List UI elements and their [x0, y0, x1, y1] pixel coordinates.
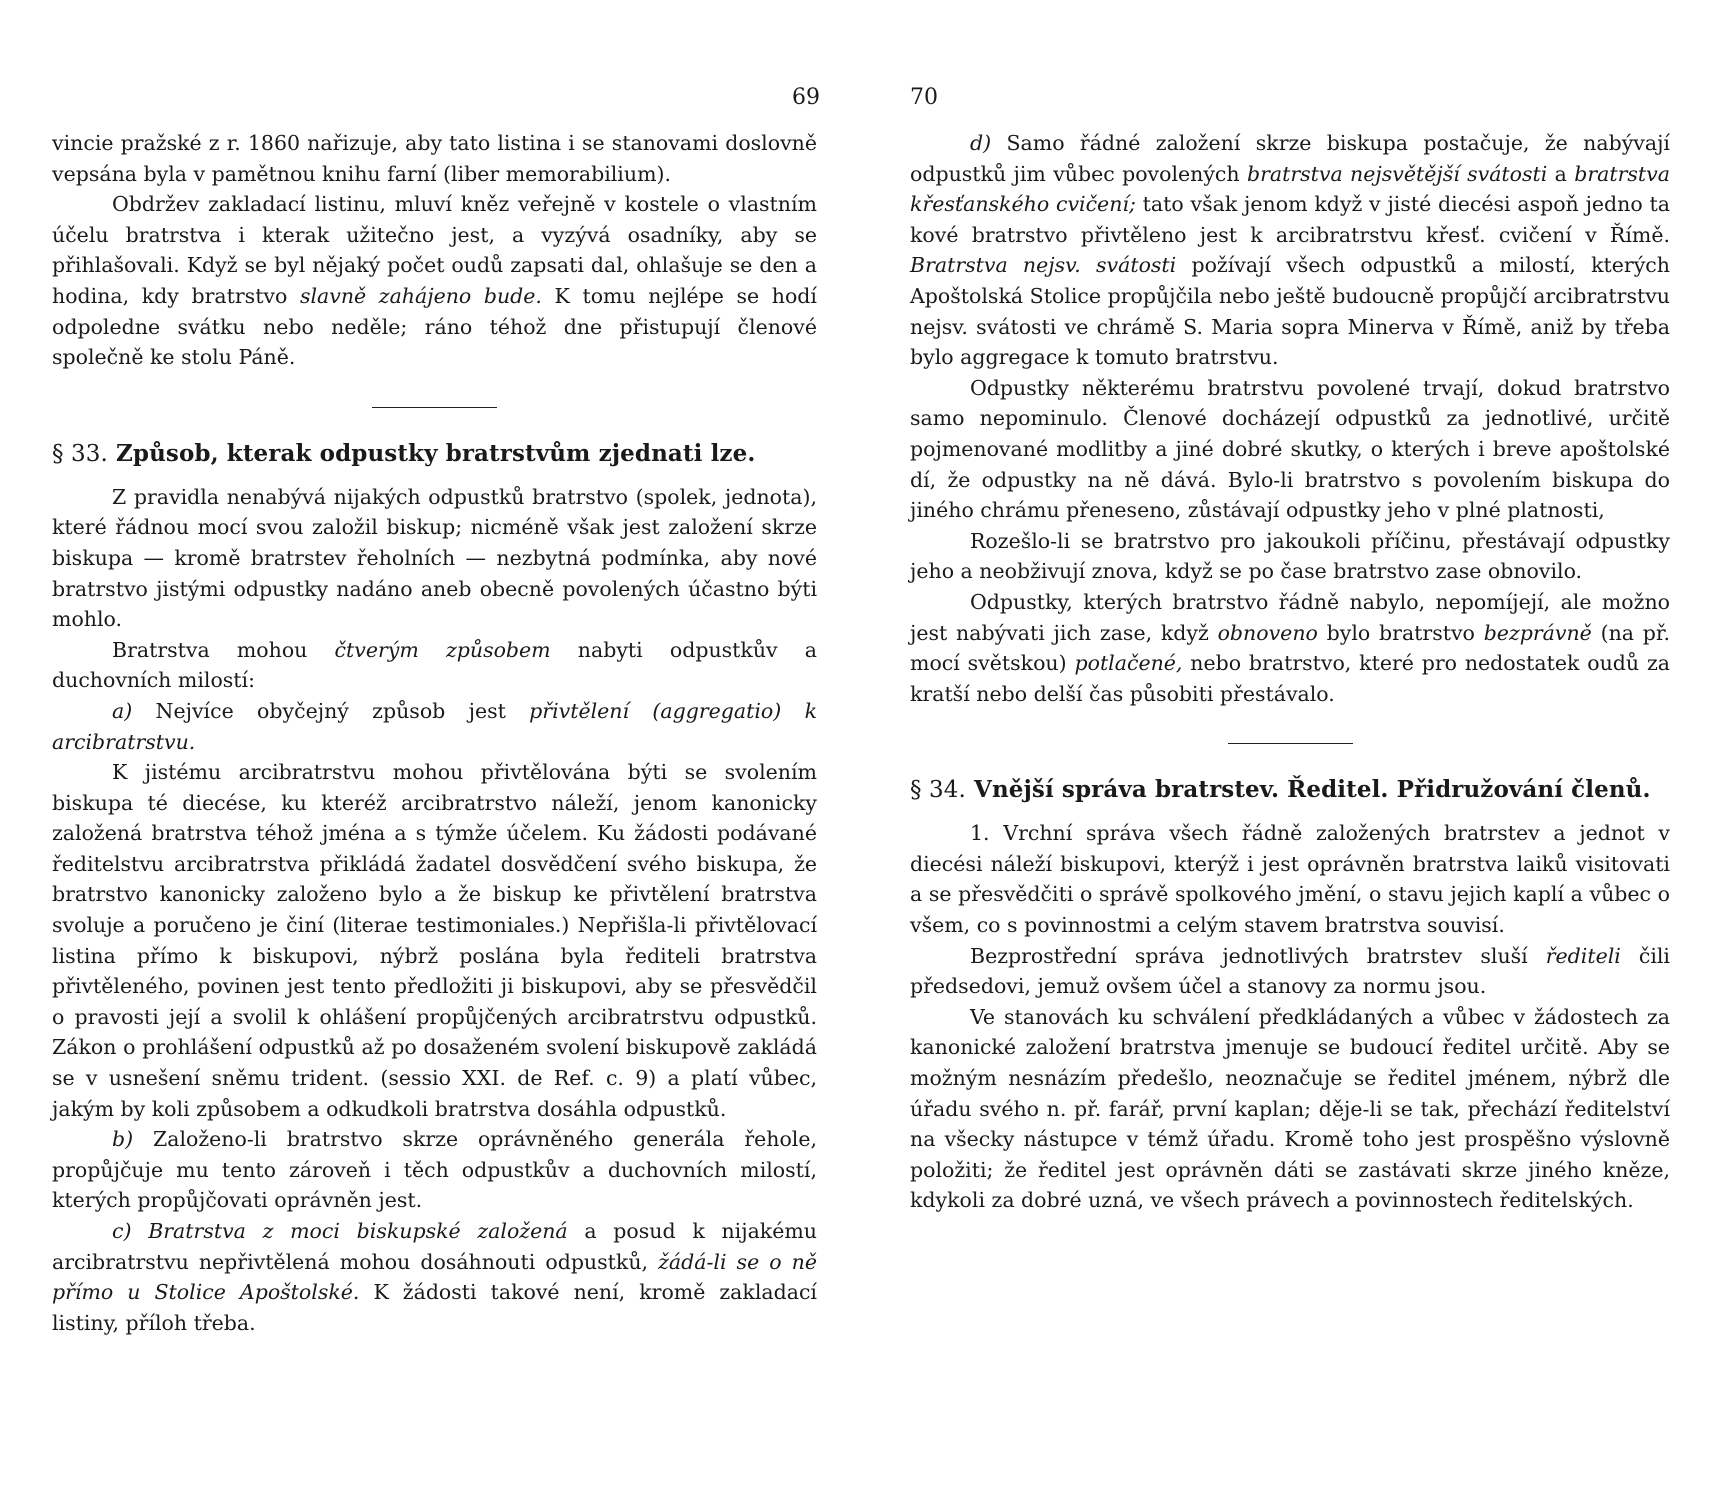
- paragraph-text: (na př. mocí světskou): [910, 620, 1670, 676]
- section-number: § 34.: [910, 777, 966, 804]
- paragraph-text: Odpustky některému bratrstvu povolené trvají, dokud bratrstvo samo nepominulo. Členové docházejí odpustků za jednotlivé, určitě pojmenované modlitby a jiné dobré skutky, o kterých i breve apoštolské dí, že odpustky na ně dává. Bylo-li bratrstvo s povolením biskupa do jiného chrámu přeneseno, zůstávají odpustky jeho v plné platnosti,: [910, 375, 1670, 523]
- paragraph-text: požívají všech odpustků a milostí, kterých Apoštolská Stolice propůjčila nebo ještě budoucně propůjčí arcibratrstvu nejsv. svátosti ve chrámě S. Maria sopra Minerva v Římě, aniž by třeba bylo aggregace k tomuto bratrstvu.: [910, 253, 1670, 370]
- paragraph-text: K jistému arcibratrstvu mohou přivtělována býti se svolením biskupa té diecése, ku kteréž arcibratrstvo náleží, jenom kanonicky založená bratrstva téhož jména a s týmže účelem. Ku žádosti podávané ředitelstvu arcibratrstva přikládá žadatel dosvědčení svého biskupa, že bratrstvo kanonicky založeno bylo a že biskup ke přivtělení bratrstva svoluje a poručeno je činí (literae testimoniales.) Nepřišla-li přivtělovací listina přímo k biskupovi, nýbrž poslána byla řediteli bratrstva přivtěleného, povinen jest tento předložiti ji biskupovi, aby se přesvědčil o pravosti její a svolil k ohlášení propůjčených arcibratrstvu odpustků. Zákon o prohlášení odpustků až po dosaženém svolení biskupově zakládá se v usnešení sněmu trident. (sessio XXI. de Ref. c. 9) a platí vůbec, jakým by koli způsobem a odkudkoli bratrstva dosáhla odpustků.: [52, 760, 817, 1121]
- paragraph-text: nebo bratrstvo, které pro nedostatek oudů za kratší nebo delší čas působiti přestávalo.: [910, 651, 1671, 706]
- page-number: 70: [910, 85, 938, 110]
- emphasis-text: bratrstva nejsvětější svátosti: [1246, 161, 1548, 186]
- paragraph-text: nabyti odpustkův a duchovních milostí:: [52, 637, 817, 693]
- item-label: b): [112, 1127, 134, 1152]
- paragraph-text: K žádosti takové není, kromě zakladací listiny, příloh třeba.: [52, 1280, 817, 1335]
- emphasis-text: bezprávně: [1483, 620, 1592, 645]
- paragraph: [910, 941, 1670, 1002]
- emphasis-text: přivtělení (aggregatio) k arcibratrstvu.: [52, 698, 817, 754]
- paragraph-text: Ve stanovách ku schválení předkládaných a vůbec v žádostech za kanonické založení bratrstva jmenuje se budoucí ředitel určitě. Aby se možným nesnázím předešlo, neoznačuje se ředitel jménem, nýbrž dle úřadu svého n. př. farář, první kaplan; děje-li se tak, přechází ředitelství na všecky nástupce v témž úřadu. Kromě toho jest prospěšno výslovně položiti; že ředitel jest oprávněn dáti se zastávati skrze jiného kněze, kdykoli za dobré uzná, ve všech právech a povinnostech ředitelských.: [910, 1004, 1670, 1213]
- emphasis-text: obnoveno: [1217, 620, 1318, 645]
- paragraph: [910, 373, 1670, 526]
- left-page-text: [52, 128, 817, 1338]
- paragraph-text: Z pravidla nenabývá nijakých odpustků bratrstvo (spolek, jednota), které řádnou mocí svou založil biskup; nicméně však jest založení skrze biskupa — kromě bratrstev řeholních — nezbytná podmínka, aby nové bratrstvo jistými odpustky nadáno aneb obecně povolených účastno býti mohlo.: [52, 484, 817, 632]
- section-title: Způsob, kterak odpustky bratrstvům zjednati lze.: [116, 439, 756, 467]
- paragraph-text: a: [1547, 161, 1575, 186]
- section-divider: [1228, 743, 1353, 744]
- paragraph-text: Bezprostřední správa jednotlivých bratrstev sluší: [970, 943, 1546, 968]
- emphasis-text: potlačené,: [1074, 651, 1183, 676]
- paragraph-text: Nejvíce obyčejný způsob jest: [132, 698, 530, 723]
- paragraph-text: a posud k nijakému arcibratrstvu nepřivtělená mohou dosáhnouti odpustků,: [52, 1219, 817, 1274]
- section-divider: [372, 407, 497, 408]
- paragraph: [910, 128, 1670, 373]
- section-title: Vnější správa bratrstev. Ředitel. Přidružování členů.: [974, 776, 1651, 804]
- paragraph: [910, 526, 1670, 587]
- paragraph: [52, 1124, 817, 1216]
- paragraph: [52, 635, 817, 696]
- emphasis-text: Bratrstva nejsv. svátosti: [910, 253, 1177, 278]
- paragraph-text: Samo řádné založení skrze biskupa postačuje, že nabývají odpustků jim vůbec povolených: [910, 131, 1670, 186]
- paragraph-text: tato však jenom když v jisté diecési aspoň jedno ta kové bratrstvo přivtěleno jest k arcibratrstvu křesť. cvičení v Římě.: [910, 192, 1670, 247]
- paragraph: [52, 128, 817, 189]
- item-label: c): [112, 1219, 132, 1243]
- section-heading-33: [52, 438, 817, 470]
- paragraph: [910, 587, 1670, 709]
- paragraph-text: Založeno-li bratrstvo skrze oprávněného generála řehole, propůjčuje mu tento zároveň i těch odpustkův a duchovních milostí, kterých propůjčovati oprávněn jest.: [52, 1127, 817, 1213]
- emphasis-text: bratrstva křesťanského cvičení;: [910, 161, 1670, 217]
- section-heading-34: [910, 774, 1670, 806]
- paragraph-text: 1. Vrchní správa všech řádně založených bratrstev a jednot v diecési náleží biskupovi, kterýž i jest oprávněn bratrstva laiků visitovati a se přesvědčiti o správě spolkového jmění, o stavu jejich kaplí a vůbec o všem, co s povinnostmi a celým stavem bratrstva souvisí.: [910, 821, 1670, 938]
- paragraph: [52, 189, 817, 373]
- paragraph-text: Rozešlo-li se bratrstvo pro jakoukoli příčinu, přestávají odpustky jeho a neobživují znova, když se po čase bratrstvo zase obnovilo.: [910, 528, 1670, 584]
- section-number: § 33.: [52, 440, 108, 467]
- item-label: a): [112, 698, 133, 723]
- paragraph-text: Obdržev zakladací listinu, mluví kněz veřejně v kostele o vlastním účelu bratrstva i kterak užitečno jest, a vyzývá osadníky, aby se přihlašovali. Když se byl nějaký počet oudů zapsati dal, ohlašuje se den a hodina, kdy bratrstvo: [52, 192, 817, 308]
- paragraph: [52, 482, 817, 635]
- emphasis-text: žádá-li se o ně přímo u Stolice Apoštolské.: [52, 1249, 817, 1305]
- emphasis-text: Bratrstva z moci biskupské založená: [131, 1219, 568, 1243]
- paragraph: [52, 696, 817, 757]
- paragraph: [52, 757, 817, 1124]
- paragraph-text: Odpustky, kterých bratrstvo řádně nabylo, nepomíjejí, ale možno jest nabývati jich zase, když: [910, 589, 1670, 645]
- emphasis-text: slavně zahájeno bude.: [299, 283, 542, 308]
- page-number: 69: [792, 85, 820, 110]
- right-page-text: [910, 128, 1670, 1216]
- paragraph: [910, 1002, 1670, 1216]
- emphasis-text: řediteli: [1545, 943, 1621, 968]
- emphasis-text: čtverým způsobem: [334, 637, 551, 662]
- paragraph-text: Bratrstva mohou: [112, 637, 335, 662]
- paragraph: [52, 1216, 817, 1338]
- paragraph-text: K tomu nejlépe se hodí odpoledne svátku nebo neděle; ráno téhož dne přistupují členové společně ke stolu Páně.: [52, 283, 817, 370]
- paragraph-text: bylo bratrstvo: [1317, 620, 1484, 645]
- paragraph: [910, 818, 1670, 940]
- left-page: [0, 0, 820, 1500]
- item-label: d): [970, 131, 992, 155]
- paragraph-text: vincie pražské z r. 1860 nařizuje, aby tato listina i se stanovami doslovně vepsána byla v pamětnou knihu farní (liber memorabilium).: [52, 131, 817, 186]
- right-page: [910, 0, 1680, 1500]
- paragraph-text: čili předsedovi, jemuž ovšem účel a stanovy za normu jsou.: [910, 943, 1670, 999]
